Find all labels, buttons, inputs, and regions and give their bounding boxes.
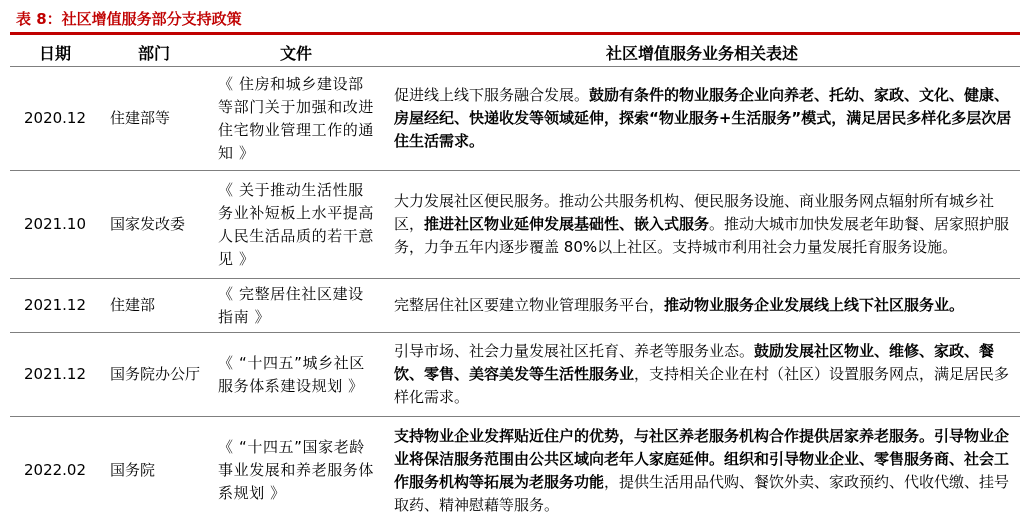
cell-dept: 国务院办公厅 <box>100 333 208 417</box>
desc-text-bold: 推动物业服务企业发展线上线下社区服务业。 <box>664 296 965 314</box>
cell-doc: 《 完整居住社区建设指南 》 <box>208 279 384 333</box>
desc-text: 大力发展社区便民服务。推动公共服务机构、便民服务设施、商业服务网点辐射所有城乡社区， <box>394 192 995 233</box>
cell-date: 2021.10 <box>10 171 100 279</box>
policy-table <box>10 38 1020 525</box>
cell-desc <box>384 333 1020 417</box>
cell-date: 2021.12 <box>10 279 100 333</box>
cell-desc <box>384 279 1020 333</box>
cell-dept: 国家发改委 <box>100 171 208 279</box>
table-row <box>10 279 1020 333</box>
desc-text: 完整居住社区要建立物业管理服务平台， <box>394 296 665 314</box>
header-doc: 文件 <box>208 38 384 67</box>
table-row <box>10 67 1020 171</box>
desc-text-bold: 鼓励有条件的物业服务企业向养老、托幼、家政、文化、健康、房屋经纪、快递收发等领域延伸，探索“物业服务+生活服务”模式，满足居民多样化多层次居住生活需求。 <box>394 86 1012 150</box>
table-row <box>10 333 1020 417</box>
header-dept: 部门 <box>100 38 208 67</box>
desc-text-bold: 鼓励发展社区物业、维修、家政、餐饮、零售、美容美发等生活性服务业 <box>394 342 995 383</box>
cell-doc: 《 住房和城乡建设部等部门关于加强和改进住宅物业管理工作的通知 》 <box>208 67 384 171</box>
desc-text: 。推动大城市加快发展老年助餐、居家照护服务，力争五年内逐步覆盖 80%以上社区。支持城市利用社会力量发展托育服务设施。 <box>394 215 1010 256</box>
table-row <box>10 417 1020 525</box>
cell-dept: 住建部等 <box>100 67 208 171</box>
cell-doc: 《 “十四五”国家老龄事业发展和养老服务体系规划 》 <box>208 417 384 525</box>
cell-date: 2020.12 <box>10 67 100 171</box>
header-row <box>10 38 1020 67</box>
cell-dept: 住建部 <box>100 279 208 333</box>
cell-date: 2022.02 <box>10 417 100 525</box>
cell-doc: 《 “十四五”城乡社区服务体系建设规划 》 <box>208 333 384 417</box>
title-rule <box>10 32 1020 35</box>
cell-desc <box>384 171 1020 279</box>
cell-doc: 《 关于推动生活性服务业补短板上水平提高人民生活品质的若干意见 》 <box>208 171 384 279</box>
cell-desc <box>384 417 1020 525</box>
desc-text: ，提供生活用品代购、餐饮外卖、家政预约、代收代缴、挂号取药、精神慰藉等服务。 <box>394 472 1010 514</box>
table-title: 表 8：社区增值服务部分支持政策 <box>16 10 242 28</box>
desc-text: 引导市场、社会力量发展社区托育、养老等服务业态。 <box>394 342 755 360</box>
desc-text-bold: 推进社区物业延伸发展基础性、嵌入式服务 <box>424 215 710 233</box>
table-row <box>10 171 1020 279</box>
cell-desc <box>384 67 1020 171</box>
desc-text: 促进线上线下服务融合发展。 <box>394 86 590 104</box>
header-desc: 社区增值服务业务相关表述 <box>384 38 1020 67</box>
desc-text: ，支持相关企业在村（社区）设置服务网点，满足居民多样化需求。 <box>394 365 1010 406</box>
cell-date: 2021.12 <box>10 333 100 417</box>
desc-text-bold: 支持物业企业发挥贴近住户的优势，与社区养老服务机构合作提供居家养老服务。引导物业企业将保洁服务范围由公共区域向老年人家庭延伸。组织和引导物业企业、零售服务商、社会工作服务机构等拓展为老服务功能 <box>394 426 1010 491</box>
header-date: 日期 <box>10 38 100 67</box>
cell-dept: 国务院 <box>100 417 208 525</box>
